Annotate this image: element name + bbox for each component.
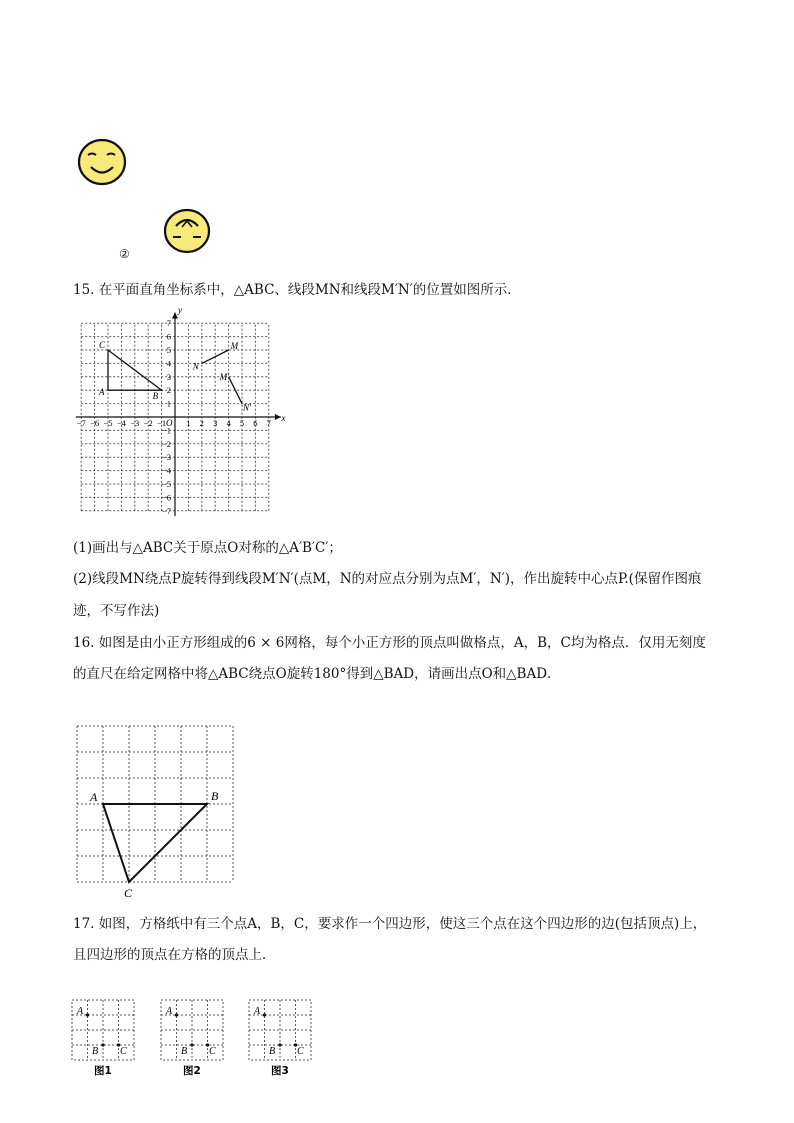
caption: 图1 [94,1065,112,1077]
q16-line1: 16. 如图是由小正方形组成的6 × 6网格，每个小正方形的顶点叫做格点，A，B，C均为格点．仅用无刻度 [73,635,706,651]
q17-figure-1 [70,998,138,1078]
x-tick-label: −4 [116,418,126,428]
y-tick-label: −4 [161,465,171,476]
x-tick-label: −6 [90,418,100,428]
x-tick-label: 5 [239,418,245,428]
x-axis-arrow [275,414,281,420]
x-tick-label: 1 [186,418,191,428]
label-c: C [297,1046,304,1057]
label-b: B [269,1046,276,1057]
y-tick-label: 1 [166,398,171,409]
face-icon-2 [162,208,214,254]
x-tick-label: 4 [226,418,231,428]
q17-line2: 且四边形的顶点在方格的顶点上． [73,947,276,963]
q15-stem: 15. 在平面直角坐标系中，△ABC、线段MN和线段M′N′的位置如图所示． [73,282,521,298]
q16-grid-figure [70,722,240,902]
caption: 图3 [271,1065,289,1077]
y-tick-label: −2 [161,438,171,449]
y-tick-label: 2 [166,385,171,396]
label-m-prime: M′ [219,371,230,382]
y-tick-label: 7 [166,318,171,329]
y-axis-label: y [178,305,182,316]
caption: 图2 [183,1065,201,1077]
x-tick-label: −1 [157,418,167,428]
face-icon-1 [76,138,128,188]
label-c: C [124,886,133,900]
label-b: B [152,391,159,402]
label-b: B [211,789,219,803]
y-tick-label: −7 [161,505,171,516]
x-tick-label: 6 [253,418,258,428]
y-tick-label: −3 [161,452,171,463]
label-b: B [92,1046,99,1057]
label-n: N [192,361,199,372]
y-tick-label: 5 [166,345,171,355]
label-c: C [209,1046,216,1057]
label-m: M [230,341,239,351]
label-a: A [77,1006,84,1017]
y-tick-label: 4 [166,358,171,369]
y-tick-label: −1 [161,425,171,436]
label-a: A [254,1006,261,1017]
label-b: B [181,1046,188,1057]
q15-part2-line1: (2)线段MN绕点P旋转得到线段M′N′(点M，N的对应点分别为点M′，N′)，作出旋转中心点P.(保留作图痕 [73,571,702,587]
x-tick-label: −3 [130,418,140,428]
label-n-prime: N′ [243,402,251,413]
origin-label: O [166,418,173,428]
q15-coordinate-figure [68,305,286,526]
x-tick-label: 2 [199,418,204,428]
y-tick-label: −5 [161,479,171,489]
label-c: C [120,1046,127,1057]
x-tick-label: −2 [143,418,153,428]
x-tick-label: −7 [76,418,86,428]
label-a: A [99,387,105,398]
label-a: A [166,1006,173,1017]
y-tick-label: −6 [161,492,171,503]
x-tick-label: −5 [103,418,113,428]
label-c: C [99,340,106,350]
q17-line1: 17. 如图，方格纸中有三个点A，B，C，要求作一个四边形，使这三个点在这个四边形的边(包括顶点)上， [73,916,707,932]
label-a: A [90,790,98,804]
q15-part1: (1)画出与△ABC关于原点O对称的△A′B′C′； [73,540,342,556]
q17-figure-3 [247,998,315,1078]
x-axis-label: x [281,413,286,423]
y-tick-label: 3 [166,371,171,382]
q17-figure-2 [159,998,227,1078]
q15-part2-line2: 迹，不写作法) [73,603,160,619]
triangle-abc [108,350,162,390]
y-tick-label: 6 [166,331,171,342]
x-tick-label: 3 [213,418,218,428]
x-tick-label: 7 [266,418,271,428]
circle-mark: ② [119,247,130,261]
q16-line2: 的直尺在给定网格中将△ABC绕点O旋转180°得到△BAD，请画出点O和△BAD． [73,666,561,682]
